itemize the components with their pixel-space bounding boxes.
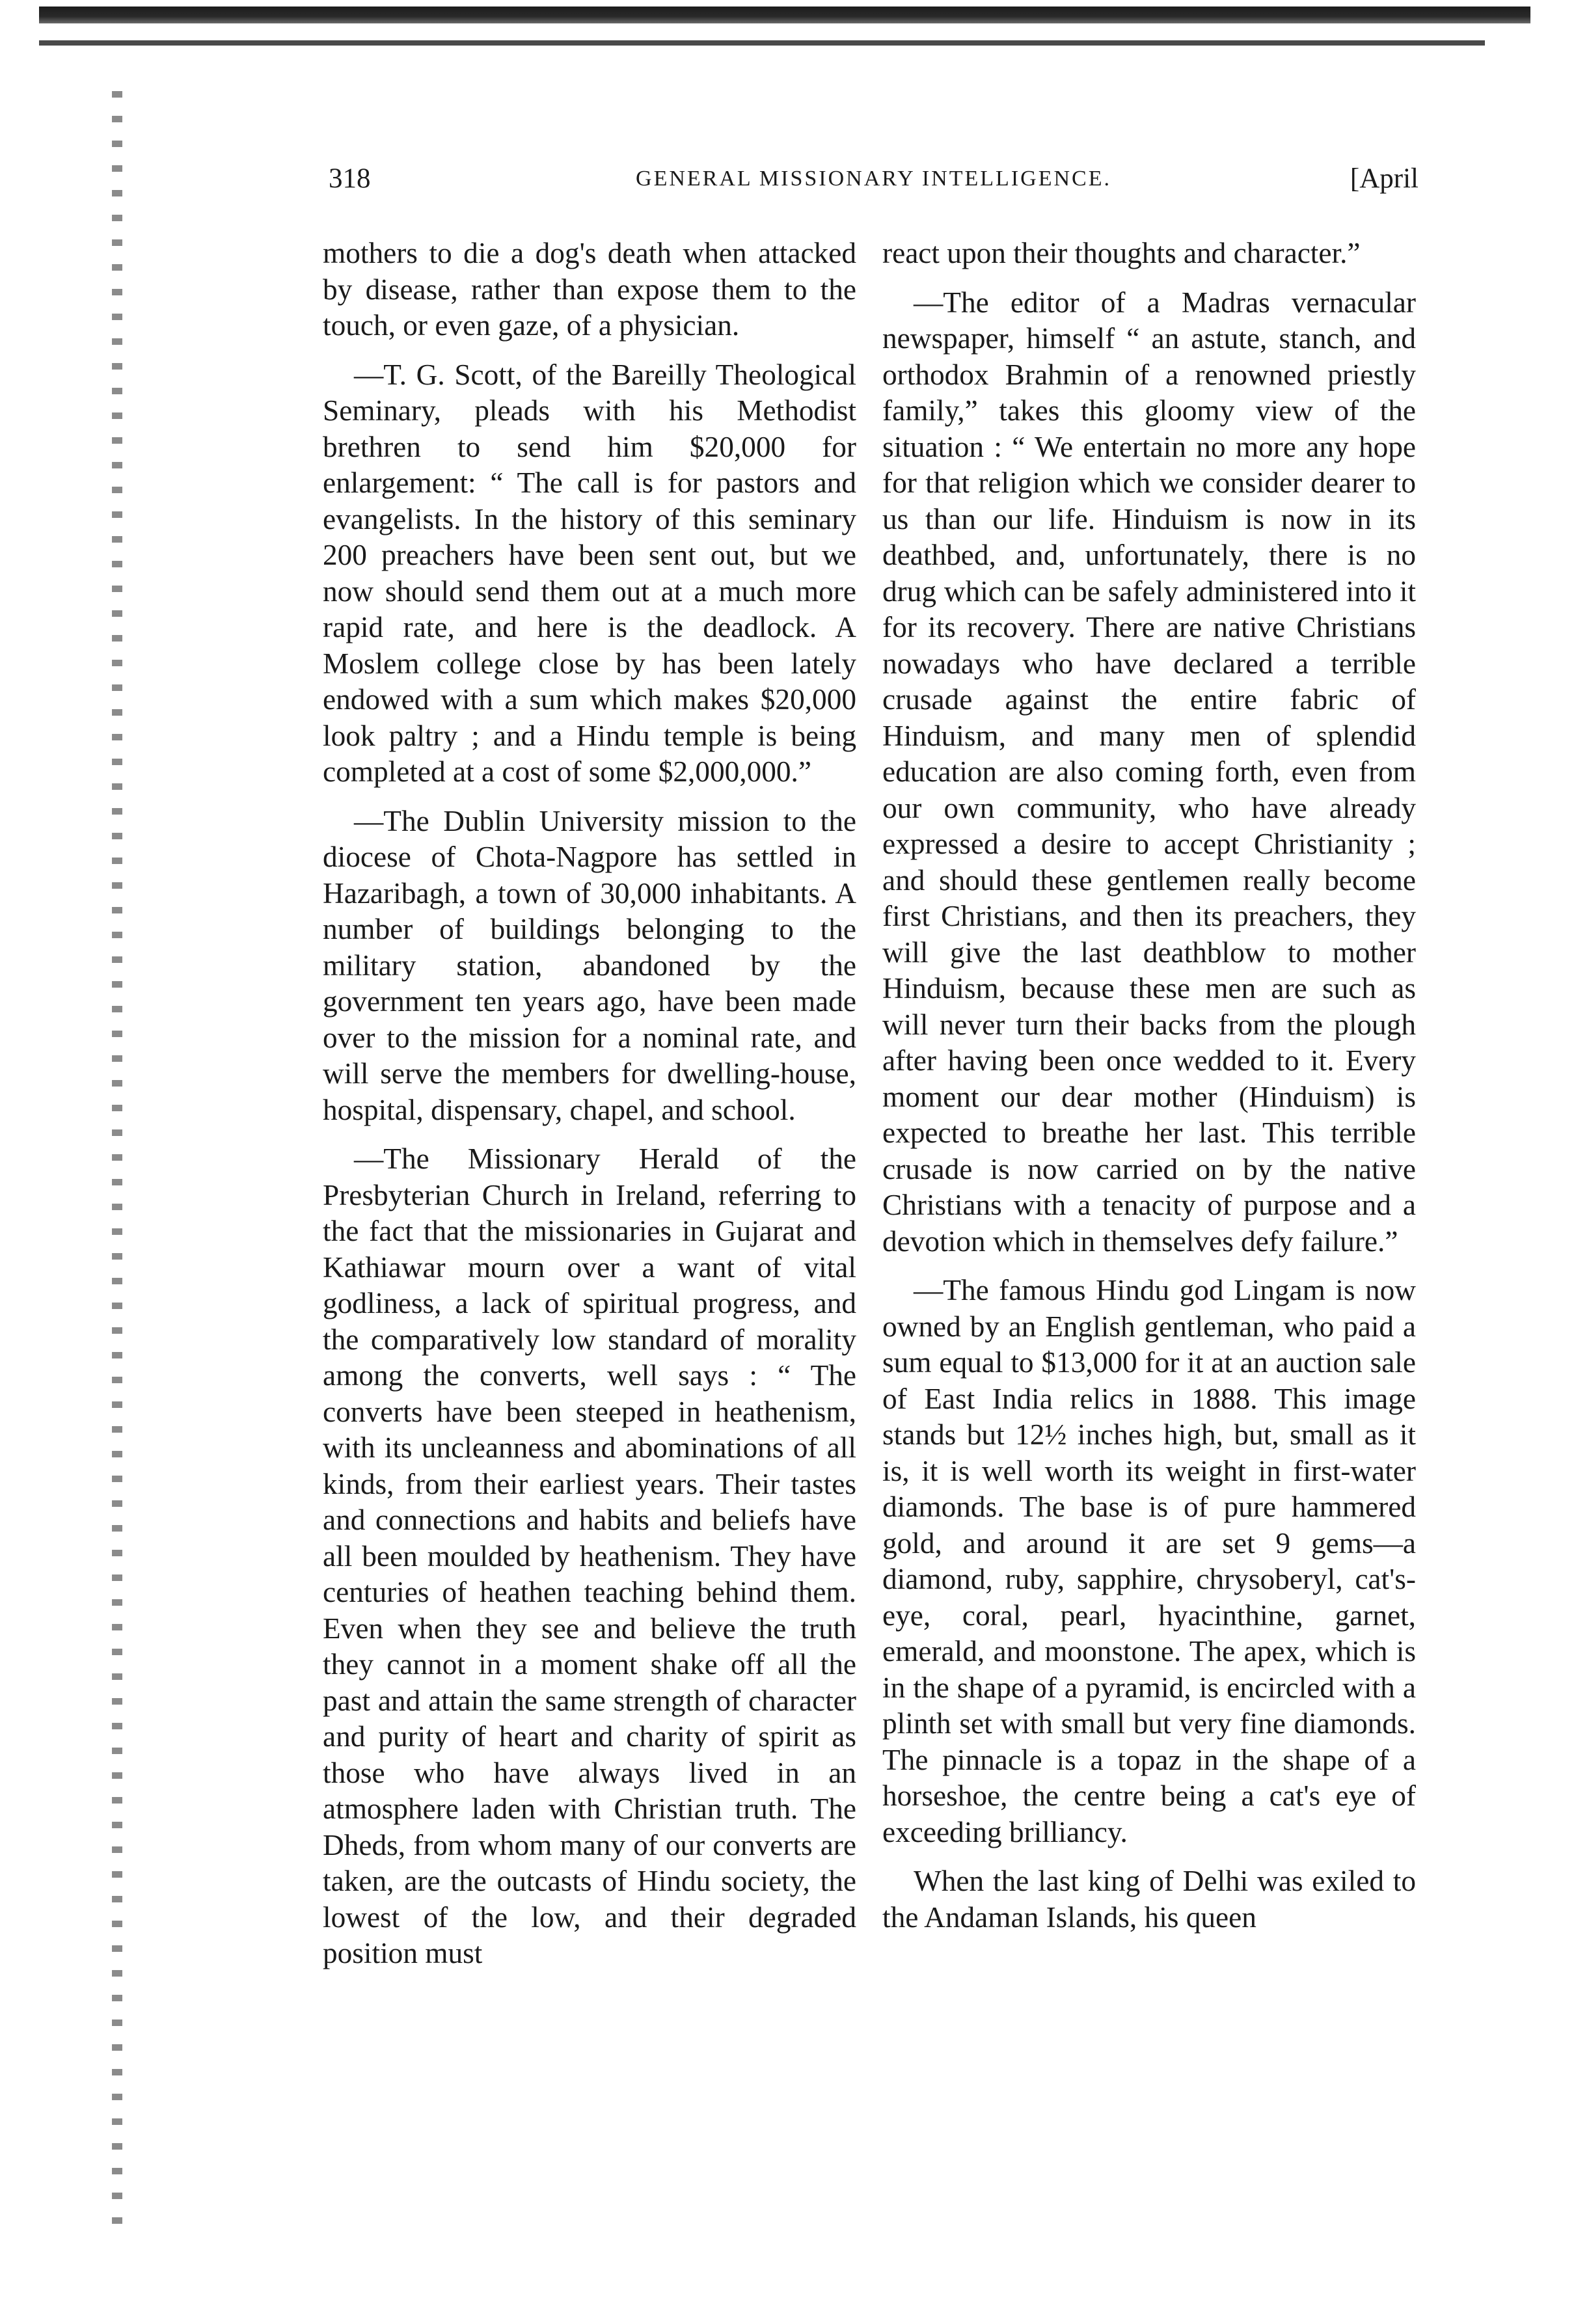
left-paragraph-3: —The Dublin University mission to the diocese of Chota-Nagpore has settled in Hazaribagh, a town of 30,000 inhabitants. A number of buildings belonging to the military station, abandoned by the government ten years ago, have been made over to the mission for a nominal rate, and will serve the members for dwelling-house, hospital, dispensary, chapel, and school.	[323, 804, 856, 1126]
top-scan-rule	[39, 7, 1530, 23]
left-paragraph-4: —The Missionary Herald of the Presbyterian Church in Ireland, referring to the fact that the missionaries in Gujarat and Kathiawar mourn over a want of vital godliness, a lack of spiritual progress, and the comparatively low standard of morality among the converts, well says : “ The converts have been steeped in heathenism, with its uncleanness and abominations of all kinds, from their earliest years. Their tastes and connections and habits and beliefs have all been moulded by heathenism. They have centuries of heathen teaching behind them. Even when they see and believe the truth they cannot in a moment shake off all the past and attain the same strength of character and purity of heart and charity of spirit as those who have always lived in an atmosphere laden with Christian truth. The Dheds, from whom many of our converts are taken, are the outcasts of Hindu society, the lowest of the low, and their degraded position must	[323, 1142, 856, 1969]
right-column	[882, 236, 1416, 1936]
page-number: 318	[329, 163, 371, 194]
binding-edge	[91, 91, 143, 2238]
right-paragraph-1: react upon their thoughts and character.”	[882, 237, 1361, 269]
right-paragraph-3: —The famous Hindu god Lingam is now owned by an English gentleman, who paid a sum equal to $13,000 for it at an auction sale of East India relics in 1888. This image stands but 12½ inches high, but, small as it is, it is well worth its weight in first-water diamonds. The base is of pure hammered gold, and around it are set 9 gems—a diamond, ruby, sapphire, chrysoberyl, cat's-eye, coral, pearl, hyacinthine, garnet, emerald, and moonstone. The apex, which is in the shape of a pyramid, is encircled with a plinth set with small but very fine diamonds. The pinnacle is a topaz in the shape of a horseshoe, the centre being a cat's eye of exceeding brilliancy.	[882, 1274, 1416, 1848]
left-paragraph-2: —T. G. Scott, of the Bareilly Theological Seminary, pleads with his Methodist brethren to send him $20,000 for enlargement: “ The call is for pastors and evangelists. In the history of this seminary 200 preachers have been sent out, but we now should send them out at a much more rapid rate, and here is the deadlock. A Moslem college close by has been lately endowed with a sum which makes $20,000 look paltry ; and a Hindu temple is being completed at a cost of some $2,000,000.”	[323, 358, 856, 788]
right-paragraph-4: When the last king of Delhi was exiled to the Andaman Islands, his queen	[882, 1865, 1416, 1934]
top-scan-rule-thin	[39, 40, 1485, 46]
right-paragraph-2: —The editor of a Madras vernacular newspaper, himself “ an astute, stanch, and orthodox Brahmin of a renowned priestly family,” takes this gloomy view of the situation : “ We entertain no more any hope for that religion which we consider dearer to us than our life. Hinduism is now in its deathbed, and, unfortunately, there is no drug which can be safely administered into it for its recovery. There are native Christians nowadays who have declared a terrible crusade against the entire fabric of Hinduism, and many men of splendid education are also coming forth, even from our own community, who have already expressed a desire to accept Christianity ; and should these gentlemen really become first Christians, and then its preachers, they will give the last deathblow to mother Hinduism, because these men are such as will never turn their backs from the plough after having been once wedded to it. Every moment our dear mother (Hinduism) is expected to breathe her last. This terrible crusade is now carried on by the native Christians with a tenacity of purpose and a devotion which in themselves defy failure.”	[882, 286, 1416, 1258]
page-header	[329, 163, 1419, 208]
left-paragraph-1: mothers to die a dog's death when attacked by disease, rather than expose them to the touch, or even gaze, of a physician.	[323, 237, 856, 342]
running-title: GENERAL MISSIONARY INTELLIGENCE.	[636, 167, 1111, 191]
issue-month: [April	[1350, 163, 1419, 194]
left-column	[323, 236, 856, 1972]
